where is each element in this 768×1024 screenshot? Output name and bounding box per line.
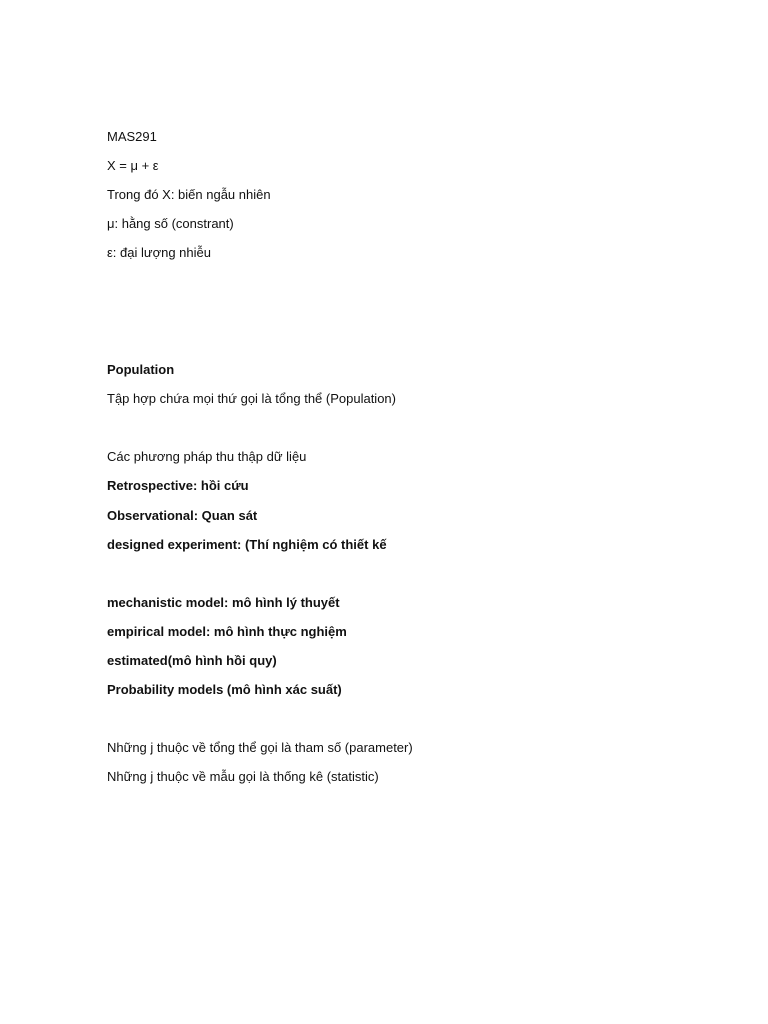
estimated-model-item: estimated(mô hình hồi quy) bbox=[107, 653, 277, 668]
noise-note: ε: đại lượng nhiễu bbox=[107, 245, 211, 260]
model-equation: X = μ + ε bbox=[107, 158, 159, 173]
course-code: MAS291 bbox=[107, 129, 157, 144]
population-heading: Population bbox=[107, 362, 175, 377]
retrospective-item: Retrospective: hồi cứu bbox=[107, 478, 249, 493]
probability-models-item: Probability models (mô hình xác suất) bbox=[107, 682, 342, 697]
empirical-model-item: empirical model: mô hình thực nghiệm bbox=[107, 624, 347, 639]
constant-note: μ: hằng số (constrant) bbox=[107, 216, 234, 231]
statistic-definition: Những j thuộc về mẫu gọi là thống kê (statistic) bbox=[107, 769, 379, 784]
observational-item: Observational: Quan sát bbox=[107, 508, 258, 523]
parameter-definition: Những j thuộc về tổng thể gọi là tham số (parameter) bbox=[107, 740, 413, 755]
data-collection-heading: Các phương pháp thu thập dữ liệu bbox=[107, 449, 307, 464]
designed-experiment-item: designed experiment: (Thí nghiệm có thiết kế bbox=[107, 537, 387, 552]
population-definition: Tập hợp chứa mọi thứ gọi là tổng thể (Population) bbox=[107, 391, 396, 406]
mechanistic-model-item: mechanistic model: mô hình lý thuyết bbox=[107, 595, 340, 610]
random-variable-note: Trong đó X: biến ngẫu nhiên bbox=[107, 187, 271, 202]
